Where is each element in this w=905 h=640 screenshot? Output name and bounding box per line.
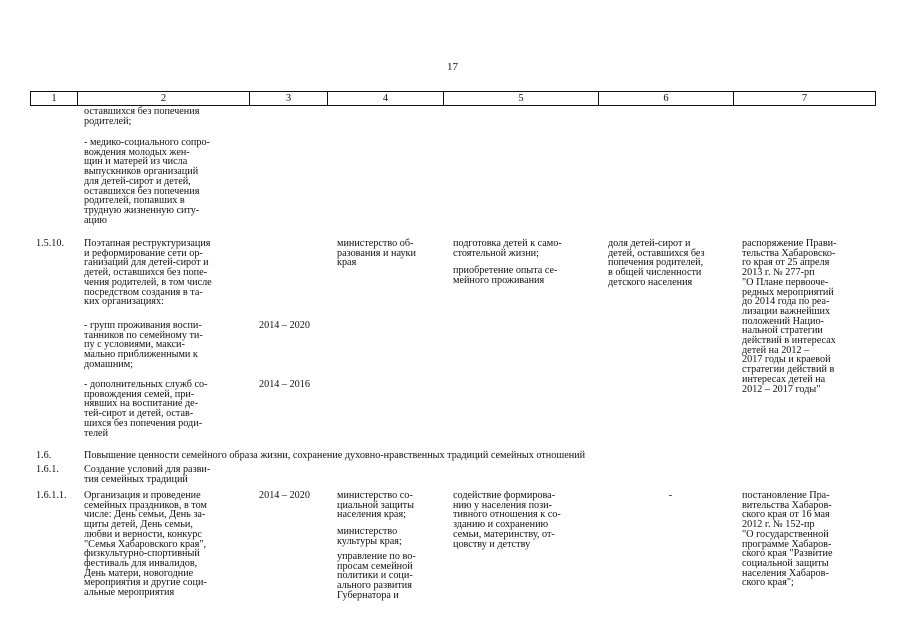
text-line: - медико-социального сопро- bbox=[84, 137, 210, 148]
section-title: Повышение ценности семейного образа жизни, сохранение духовно-нравственных традиций семейных отношений bbox=[84, 450, 586, 461]
text-line: тельства Хабаровско- bbox=[742, 247, 836, 259]
column-header: 7 bbox=[734, 92, 876, 106]
text-line: распоряжение Прави- bbox=[742, 238, 837, 249]
text-line: мероприятия и другие соци- bbox=[84, 577, 207, 589]
text-line: попечения родителей, bbox=[608, 257, 704, 269]
indicator: - bbox=[668, 490, 673, 501]
text-line: подготовка детей к само- bbox=[453, 238, 562, 249]
text-line: нальной стратегии bbox=[742, 325, 823, 337]
text-line: ского края"; bbox=[742, 577, 794, 589]
text-line: мально приближенными к bbox=[84, 349, 198, 361]
text-line: 2012 г. № 152-пр bbox=[742, 519, 815, 531]
text-line: телей bbox=[84, 427, 109, 439]
text-line: содействие формирова- bbox=[453, 490, 556, 501]
text-line: оставшихся без попечения bbox=[84, 185, 200, 197]
executor bbox=[337, 527, 402, 546]
text-line: лизации важнейших bbox=[742, 305, 831, 317]
measure-description bbox=[84, 491, 207, 598]
text-line: родителей, попавших в bbox=[84, 195, 185, 207]
text-line: действий в интересах bbox=[742, 335, 836, 347]
text-line: постановление Пра- bbox=[742, 490, 830, 501]
text-line: мейного проживания bbox=[453, 274, 545, 286]
text-line: любви и верности, конкурс bbox=[84, 528, 202, 540]
text-line: культуры края; bbox=[337, 535, 402, 547]
text-line: детей на 2012 – bbox=[742, 344, 810, 356]
continued-subitem bbox=[84, 138, 210, 225]
text-line: "О Плане первооче- bbox=[742, 276, 829, 288]
text-line: цовству и детству bbox=[453, 538, 531, 550]
text-line: шихся без попечения роди- bbox=[84, 417, 203, 429]
text-line: Организация и проведение bbox=[84, 490, 201, 501]
text-line: чения родителей, в том числе bbox=[84, 276, 212, 288]
term: 2014 – 2016 bbox=[259, 379, 310, 390]
text-line: ких организациях: bbox=[84, 296, 164, 308]
text-line: детского населения bbox=[608, 276, 693, 288]
column-header: 4 bbox=[328, 92, 444, 106]
text-line: оставшихся без попечения bbox=[84, 106, 200, 117]
column-header: 2 bbox=[78, 92, 250, 106]
text-line: интересах детей на bbox=[742, 373, 826, 385]
text-line: посредством создания в та- bbox=[84, 286, 203, 298]
text-line: просам семейной bbox=[337, 560, 413, 572]
executor bbox=[337, 491, 414, 520]
text-line: 2012 – 2017 годы" bbox=[742, 383, 821, 395]
text-line: стоятельной жизни; bbox=[453, 247, 539, 259]
text-line: программе Хабаров- bbox=[742, 538, 832, 550]
text-line: нию у населения пози- bbox=[453, 499, 552, 511]
executor bbox=[337, 552, 416, 601]
text-line: ацию bbox=[84, 214, 108, 226]
text-line: семьи, материнству, от- bbox=[453, 528, 555, 540]
text-line: тивного отношения к со- bbox=[453, 509, 561, 521]
text-line: 2017 годы и краевой bbox=[742, 354, 831, 366]
text-line: - дополнительных служб со- bbox=[84, 379, 208, 390]
legal-document bbox=[742, 491, 832, 588]
continued-item bbox=[84, 107, 199, 126]
term: 2014 – 2020 bbox=[259, 320, 310, 331]
measure-subitem bbox=[84, 321, 203, 370]
text-line: политики и соци- bbox=[337, 570, 413, 582]
text-line: министерство со- bbox=[337, 490, 413, 501]
text-line: и реформирование сети ор- bbox=[84, 247, 203, 259]
text-line: ганизаций для детей-сирот и bbox=[84, 257, 209, 269]
text-line: Создание условий для разви- bbox=[84, 464, 211, 475]
text-line: детей, оставшихся без попе- bbox=[84, 267, 208, 279]
text-line: тей-сирот и детей, остав- bbox=[84, 408, 194, 420]
text-line: вительства Хабаров- bbox=[742, 499, 832, 511]
text-line: Губернатора и bbox=[337, 589, 399, 601]
text-line: социальной защиты bbox=[742, 557, 829, 569]
measure-description bbox=[84, 465, 210, 484]
text-line: вождения молодых жен- bbox=[84, 146, 190, 158]
text-line: населения края; bbox=[337, 509, 406, 521]
measure-subitem bbox=[84, 380, 207, 438]
text-line: министерство об- bbox=[337, 238, 414, 249]
text-line: стратегии действий в bbox=[742, 364, 835, 376]
text-line: разования и науки bbox=[337, 247, 416, 259]
column-header: 5 bbox=[444, 92, 599, 106]
text-line: фестиваль для инвалидов, bbox=[84, 557, 198, 569]
text-line: "О государственной bbox=[742, 528, 829, 540]
text-line: управление по во- bbox=[337, 551, 416, 562]
text-line: 2013 г. № 277-рп bbox=[742, 267, 815, 279]
column-header: 6 bbox=[599, 92, 734, 106]
column-header: 3 bbox=[250, 92, 328, 106]
page-number: 17 bbox=[447, 61, 458, 73]
text-line: альные мероприятия bbox=[84, 587, 175, 599]
row-number: 1.6.1. bbox=[36, 464, 59, 475]
expected-result bbox=[453, 266, 557, 285]
text-line: ального развития bbox=[337, 580, 412, 592]
text-line: - групп проживания воспи- bbox=[84, 320, 202, 331]
text-line: провождения семей, при- bbox=[84, 388, 195, 400]
text-line: положений Нацио- bbox=[742, 315, 824, 327]
text-line: "Семья Хабаровского края", bbox=[84, 538, 207, 550]
column-header: 1 bbox=[31, 92, 78, 106]
text-line: трудную жизненную ситу- bbox=[84, 204, 200, 216]
text-line: домашним; bbox=[84, 358, 134, 370]
text-line: танников по семейному ти- bbox=[84, 329, 203, 341]
text-line: щиты детей, День семьи, bbox=[84, 519, 193, 531]
indicator bbox=[608, 239, 705, 288]
text-line: го края от 25 апреля bbox=[742, 257, 830, 269]
text-line: доля детей-сирот и bbox=[608, 238, 691, 249]
executor bbox=[337, 239, 416, 268]
term: 2014 – 2020 bbox=[259, 490, 310, 501]
text-line: населения Хабаров- bbox=[742, 567, 829, 579]
text-line: щин и матерей из числа bbox=[84, 156, 188, 168]
legal-document bbox=[742, 239, 837, 394]
text-line: редных мероприятий bbox=[742, 286, 834, 298]
text-line: пу с условиями, макси- bbox=[84, 339, 185, 351]
text-line: ского края от 16 мая bbox=[742, 509, 830, 521]
text-line: до 2014 года по реа- bbox=[742, 296, 830, 308]
text-line: родителей; bbox=[84, 115, 132, 127]
text-line: числе: День семьи, День за- bbox=[84, 509, 206, 521]
section-number: 1.6. bbox=[36, 450, 52, 461]
text-line: Поэтапная реструктуризация bbox=[84, 238, 211, 249]
text-line: детей, оставшихся без bbox=[608, 247, 705, 259]
column-header-row bbox=[30, 91, 876, 106]
measure-description bbox=[84, 239, 212, 307]
text-line: тия семейных традиций bbox=[84, 473, 188, 485]
text-line: День матери, новогодние bbox=[84, 567, 194, 579]
text-line: в общей численности bbox=[608, 267, 702, 279]
text-line: физкультурно-спортивный bbox=[84, 548, 200, 560]
text-line: министерство bbox=[337, 526, 398, 537]
text-line: ского края "Развитие bbox=[742, 548, 833, 560]
expected-result bbox=[453, 239, 562, 258]
row-number: 1.5.10. bbox=[36, 238, 65, 249]
text-line: выпускников организаций bbox=[84, 166, 199, 178]
text-line: приобретение опыта се- bbox=[453, 265, 558, 276]
text-line: нявших на воспитание де- bbox=[84, 398, 199, 410]
text-line: зданию и сохранению bbox=[453, 519, 549, 531]
text-line: циальной защиты bbox=[337, 499, 414, 511]
row-number: 1.6.1.1. bbox=[36, 490, 67, 501]
text-line: для детей-сирот и детей, bbox=[84, 175, 191, 187]
text-line: семейных праздников, в том bbox=[84, 499, 207, 511]
expected-result bbox=[453, 491, 561, 549]
text-line: края bbox=[337, 257, 357, 269]
